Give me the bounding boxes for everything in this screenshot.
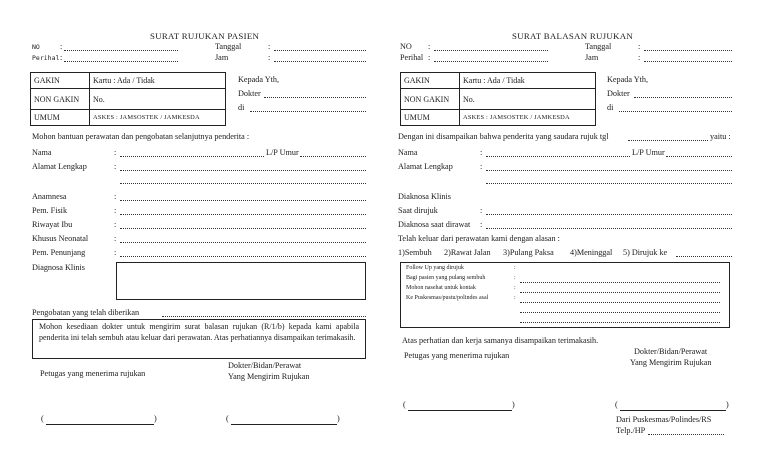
reply-jam-field[interactable] <box>644 61 732 62</box>
reply-no-field[interactable] <box>434 50 548 51</box>
followup-item-3: Ke Puskesmas/pustu/polindes asal <box>406 295 489 301</box>
dari-label: Dari Puskesmas/Polindes/RS <box>616 415 712 424</box>
reply-dokter-field[interactable] <box>634 97 732 98</box>
category-non-gakin: NON GAKIN <box>31 89 90 110</box>
reply-perihal-label: Perihal <box>400 53 424 62</box>
pengobatan-field[interactable] <box>162 316 366 317</box>
dokter-field[interactable] <box>264 97 366 98</box>
reply-category-gakin: GAKIN <box>401 73 460 89</box>
reply-pengirim-signature-line[interactable] <box>620 410 726 411</box>
followup-field-1[interactable] <box>520 282 720 283</box>
kepada-label: Kepada Yth, <box>238 75 280 84</box>
reply-intro-end: yaitu : <box>710 132 731 141</box>
reply-perihal-field[interactable] <box>434 61 548 62</box>
pem-fisik-label: Pem. Fisik <box>32 206 68 215</box>
telp-field[interactable] <box>648 434 724 435</box>
askes-value[interactable]: ASKES : JAMSOSTEK / JAMKESDA <box>90 110 226 126</box>
followup-field-2[interactable] <box>520 292 720 293</box>
diagnosa-klinis-label: Diagnosa Klinis <box>32 263 85 272</box>
reply-jam-label: Jam <box>585 53 599 62</box>
reply-dokter-label: Dokter <box>607 89 630 98</box>
request-note: Mohon kesediaan dokter untuk mengirim surat balasan rujukan (R/1/b) kepada kami apabila penderita ini telah sembuh atau keluar dari perawatan. Atas perhatiannya disampaikan terimakasih. <box>39 322 359 342</box>
saat-dirujuk-label: Saat dirujuk <box>398 206 438 215</box>
jam-field[interactable] <box>274 61 366 62</box>
reply-kartu-value[interactable]: Kartu : Ada / Tidak <box>460 73 596 89</box>
reply-pengirim-label-1: Dokter/Bidan/Perawat <box>634 347 708 356</box>
reply-nama-label: Nama <box>398 148 418 157</box>
option-sembuh[interactable]: 1)Sembuh <box>398 248 432 257</box>
option-rawat-jalan[interactable]: 2)Rawat Jalan <box>444 248 491 257</box>
reply-petugas-label: Petugas yang menerima rujukan <box>404 351 510 360</box>
no-label: NO <box>32 43 40 51</box>
di-field[interactable] <box>250 111 366 112</box>
intro-text: Mohon bantuan perawatan dan pengobatan selanjutnya penderita : <box>32 132 250 141</box>
perihal-label: Perihal <box>32 54 60 62</box>
reply-pengirim-label-2: Yang Mengirim Rujukan <box>630 358 712 367</box>
alamat-field-1[interactable] <box>120 170 366 171</box>
alamat-field-2[interactable] <box>120 183 366 184</box>
reply-no-label: NO <box>400 42 412 51</box>
no-value[interactable]: No. <box>90 89 226 110</box>
request-note-box <box>32 319 366 359</box>
jam-label: Jam <box>215 53 229 62</box>
option-meninggal[interactable]: 4)Meninggal <box>570 248 613 257</box>
riwayat-ibu-field[interactable] <box>120 228 366 229</box>
followup-title: Follow Up yang dirujuk <box>406 265 464 271</box>
diagnosa-klinis-box[interactable] <box>116 262 366 300</box>
saat-dirawat-label: Diaknosa saat dirawat <box>398 220 471 229</box>
no-field[interactable] <box>64 50 178 51</box>
reply-nama-field[interactable] <box>486 156 630 157</box>
telp-label: Telp./HP <box>616 426 646 435</box>
pem-penunjang-field[interactable] <box>120 256 366 257</box>
pengirim-label-2: Yang Mengirim Rujukan <box>228 372 310 381</box>
saat-dirujuk-field[interactable] <box>486 214 732 215</box>
reply-di-label: di <box>607 103 614 112</box>
perihal-field[interactable] <box>64 61 178 62</box>
nama-label: Nama <box>32 148 52 157</box>
reply-alamat-field-2[interactable] <box>486 183 732 184</box>
reply-di-field[interactable] <box>619 111 732 112</box>
pem-fisik-field[interactable] <box>120 214 366 215</box>
closing-text: Atas perhatian dan kerja samanya disampaikan terimakasih. <box>402 336 599 345</box>
kartu-value[interactable]: Kartu : Ada / Tidak <box>90 73 226 89</box>
reply-tanggal-label: Tanggal <box>585 42 612 51</box>
keluar-text: Telah keluar dari perawatan kami dengan alasan : <box>398 234 560 243</box>
saat-dirawat-field[interactable] <box>486 228 732 229</box>
reply-category-non-gakin: NON GAKIN <box>401 89 460 110</box>
pem-penunjang-label: Pem. Penunjang <box>32 248 86 257</box>
reply-tanggal-field[interactable] <box>644 50 732 51</box>
followup-field-5[interactable] <box>520 322 720 323</box>
reply-diagnosa-klinis-label: Diaknosa Klinis <box>398 192 451 201</box>
reply-category-umum: UMUM <box>401 110 460 126</box>
reply-lp-umur-label: L/P Umur <box>632 148 665 157</box>
reply-no-value[interactable]: No. <box>460 89 596 110</box>
reply-form-title: SURAT BALASAN RUJUKAN <box>512 31 634 41</box>
reply-umur-field[interactable] <box>666 156 732 157</box>
khusus-neonatal-label: Khusus Neonatal <box>32 234 89 243</box>
pengirim-signature-line[interactable] <box>231 424 337 425</box>
pengirim-label-1: Dokter/Bidan/Perawat <box>228 361 302 370</box>
di-label: di <box>238 103 245 112</box>
option-dirujuk-ke[interactable]: 5) Dirujuk ke <box>623 248 668 257</box>
alamat-label: Alamat Lengkap <box>32 162 87 171</box>
reply-intro-text: Dengan ini disampaikan bahwa penderita yang saudara rujuk tgl <box>398 132 609 141</box>
option-pulang-paksa[interactable]: 3)Pulang Paksa <box>503 248 554 257</box>
dokter-label: Dokter <box>238 89 261 98</box>
followup-field-4[interactable] <box>520 312 720 313</box>
anamnesa-field[interactable] <box>120 200 366 201</box>
tanggal-label: Tanggal <box>215 42 242 51</box>
dirujuk-ke-field[interactable] <box>676 256 732 257</box>
khusus-neonatal-field[interactable] <box>120 242 366 243</box>
followup-field-3[interactable] <box>520 302 720 303</box>
petugas-signature-line[interactable] <box>46 424 154 425</box>
followup-item-2: Mohon nasehat untuk kontak <box>406 285 476 291</box>
pengobatan-label: Pengobatan yang telah diberikan <box>32 308 140 317</box>
riwayat-ibu-label: Riwayat Ibu <box>32 220 73 229</box>
umur-field[interactable] <box>300 156 366 157</box>
reply-kepada-label: Kepada Yth, <box>607 75 649 84</box>
followup-item-1: Bagi pasien yang pulang sembuh <box>406 275 486 281</box>
anamnesa-label: Anamnesa <box>32 192 67 201</box>
reply-petugas-signature-line[interactable] <box>408 410 512 411</box>
tanggal-field[interactable] <box>274 50 366 51</box>
category-umum: UMUM <box>31 110 90 126</box>
patient-category-table <box>30 72 226 126</box>
reply-askes-value[interactable]: ASKES : JAMSOSTEK / JAMKESDA <box>460 110 596 126</box>
form-title: SURAT RUJUKAN PASIEN <box>150 31 260 41</box>
lp-umur-label: L/P Umur <box>266 148 299 157</box>
reply-patient-category-table <box>400 72 596 126</box>
reply-alamat-label: Alamat Lengkap <box>398 162 453 171</box>
petugas-label: Petugas yang menerima rujukan <box>40 369 146 378</box>
reply-alamat-field-1[interactable] <box>486 170 732 171</box>
nama-field[interactable] <box>120 156 264 157</box>
reply-tgl-field[interactable] <box>628 140 708 141</box>
category-gakin: GAKIN <box>31 73 90 89</box>
